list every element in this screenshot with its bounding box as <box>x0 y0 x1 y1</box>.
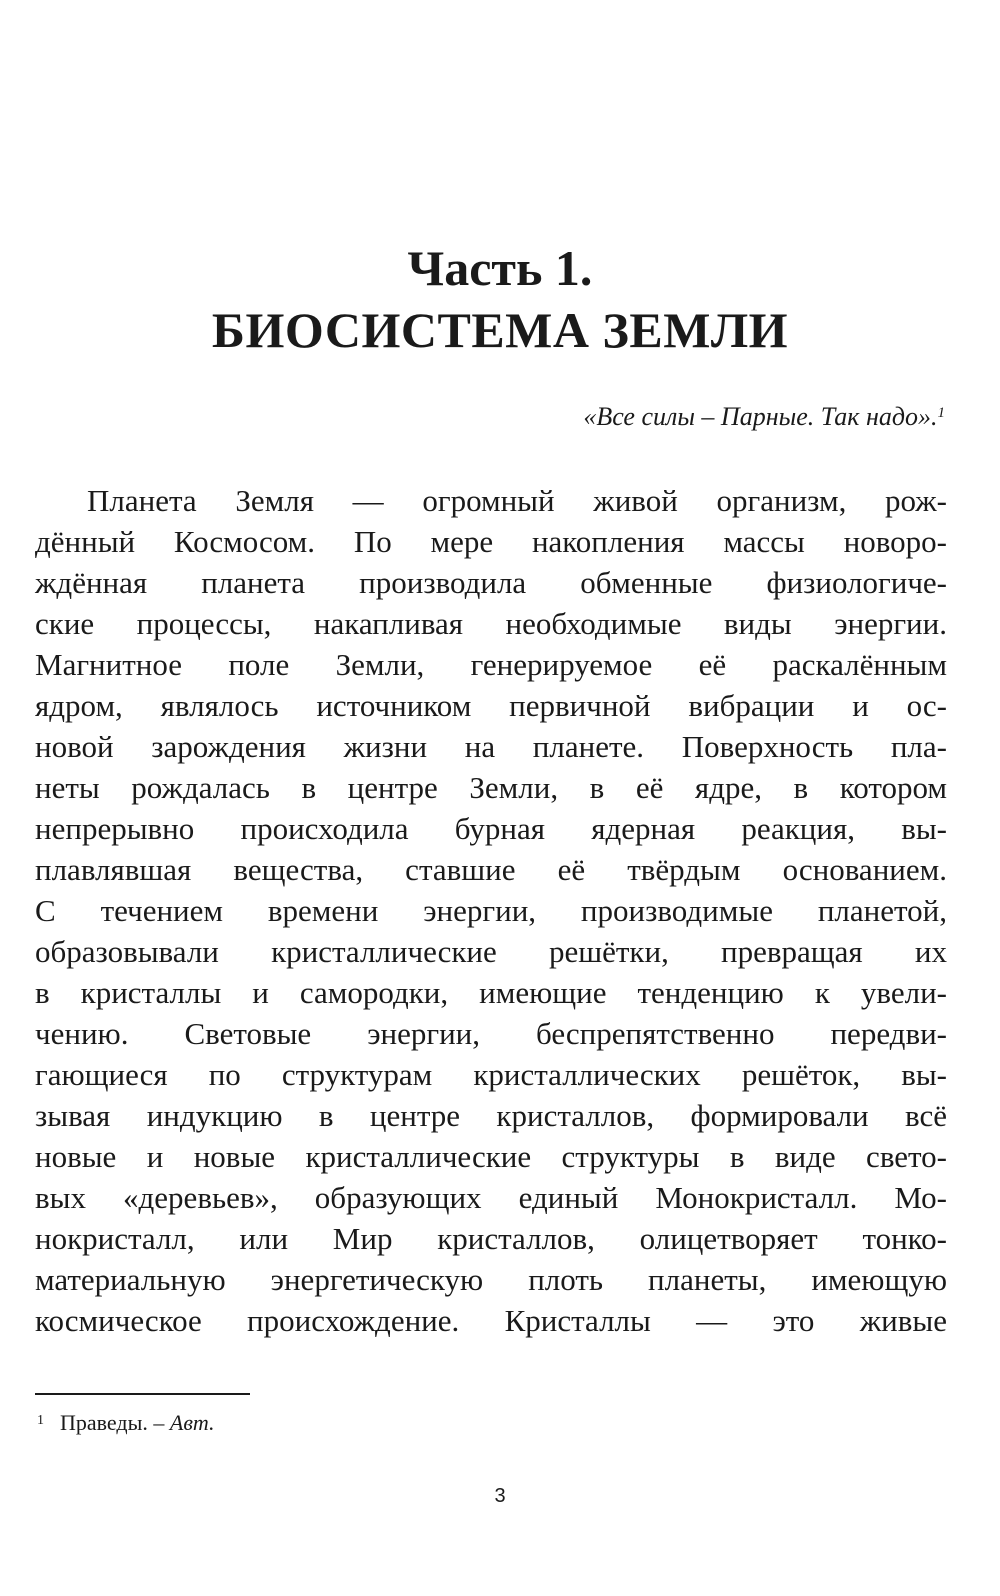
part-title: БИОСИСТЕМА ЗЕМЛИ <box>211 302 789 358</box>
text-line: ские процессы, накапливая необходимые виды энергии. <box>35 606 947 641</box>
text-line: С течением времени энергии, производимые планетой, <box>35 893 947 928</box>
body-paragraph <box>35 480 947 1341</box>
footnote-text: Праведы. – <box>60 1410 170 1435</box>
footnote <box>37 1408 215 1438</box>
text-line: новой зарождения жизни на планете. Поверхность пла- <box>35 729 947 764</box>
text-line: материальную энергетическую плоть планеты, имеющую <box>35 1262 947 1297</box>
epigraph <box>583 400 945 434</box>
text-line: нокристалл, или Мир кристаллов, олицетворяет тонко- <box>35 1221 947 1256</box>
text-line: образовывали кристаллические решётки, превращая их <box>35 934 947 969</box>
text-line: непрерывно происходила бурная ядерная реакция, вы- <box>35 811 947 846</box>
text-line: гающиеся по структурам кристаллических решёток, вы- <box>35 1057 947 1092</box>
part-number: Часть 1. <box>407 240 593 296</box>
text-line: чению. Световые энергии, беспрепятственно передви- <box>35 1016 947 1051</box>
text-line: ядром, являлось источником первичной вибрации и ос- <box>35 688 947 723</box>
text-line: дённый Космосом. По мере накопления массы новоро- <box>35 524 947 559</box>
epigraph-footnote-ref: 1 <box>937 405 945 421</box>
epigraph-text: «Все силы – Парные. Так надо». <box>583 402 938 431</box>
footnote-mark: 1 <box>37 1413 44 1428</box>
text-line: плавлявшая вещества, ставшие её твёрдым основанием. <box>35 852 947 887</box>
page-number: 3 <box>494 1485 506 1507</box>
text-line: зывая индукцию в центре кристаллов, формировали всё <box>35 1098 947 1133</box>
text-line: ждённая планета производила обменные физиологиче- <box>35 565 947 600</box>
text-line: космическое происхождение. Кристаллы — это живые <box>35 1303 947 1338</box>
part-heading <box>0 238 1000 360</box>
text-line: Планета Земля — огромный живой организм, рож- <box>87 483 947 518</box>
text-line: в кристаллы и самородки, имеющие тенденцию к увели- <box>35 975 947 1010</box>
text-line: вых «деревьев», образующих единый Монокристалл. Мо- <box>35 1180 947 1215</box>
text-line: новые и новые кристаллические структуры в виде свето- <box>35 1139 947 1174</box>
footnote-divider <box>35 1393 250 1395</box>
text-line: Магнитное поле Земли, генерируемое её раскалённым <box>35 647 947 682</box>
footnote-author: Авт. <box>169 1410 215 1435</box>
text-line: неты рождалась в центре Земли, в её ядре, в котором <box>35 770 947 805</box>
